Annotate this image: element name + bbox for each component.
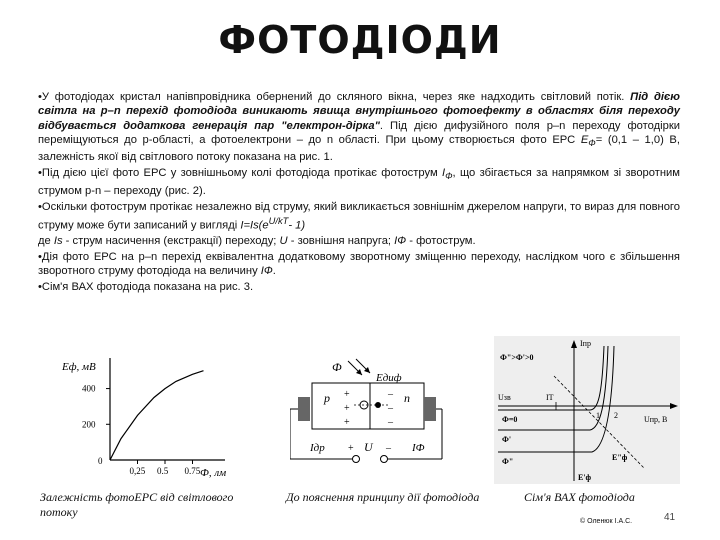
fig3-tick-1: 1: [596, 411, 600, 420]
p5-text: •Дія фото ЕРС на p–n перехід еквівалентна додатковому зворотному зміщенню переходу, наслідком чого є збільшення зворотного струму фотодіода на величину: [38, 251, 680, 278]
p3-formula-exp: U/kT: [268, 215, 289, 226]
iv-family-diagram: [494, 336, 694, 486]
p4-symbol-u: U: [279, 235, 288, 248]
photodiode-principle-diagram: [290, 355, 470, 475]
chart-x-tick-label: 0.5: [157, 466, 169, 476]
p1-text-2: . Під дією дифузійного поля p–n переходу фотодірки переміщуються до p-області, а фотоелектрони – до n області. При цьому створюється фото ЕРС: [38, 119, 680, 146]
p1-text: •У фотодіодах кристал напівпровідника обернений до скляного вікна, через яке надходить світловий потік.: [38, 91, 631, 103]
left-contact: [298, 397, 310, 421]
slide-title: ФОТОДІОДИ: [218, 18, 502, 62]
fig3-u-reverse-label: Uзв: [498, 393, 511, 402]
right-contact: [424, 397, 436, 421]
p4-text-2: - струм насичення (екстракції) переходу;: [62, 235, 280, 248]
terminal-plus-label: +: [348, 443, 354, 454]
fig3-ef1-label: E'ф: [578, 473, 592, 482]
plus-sign-2: +: [344, 403, 350, 414]
n-region-label: n: [404, 391, 410, 405]
minus-sign-2: –: [388, 403, 393, 414]
terminal-right: [381, 456, 388, 463]
paragraph-2: [38, 166, 680, 198]
figure-2-caption: До пояснення принципу дії фотодіода: [286, 490, 480, 504]
author-credit: © Оленюк І.А.С.: [580, 518, 633, 525]
paragraph-6: [38, 280, 680, 294]
paragraph-3: [38, 200, 680, 233]
fig3-curve-f1-label: Ф': [502, 435, 512, 444]
chart-y-tick-label: 400: [82, 383, 96, 394]
slide-body: [38, 90, 680, 296]
voltage-label: U: [364, 440, 373, 454]
fig3-curve-f2-label: Ф": [502, 457, 514, 466]
p2-symbol-sub: Ф: [445, 171, 453, 182]
p2-text: •Під дією цієї фото ЕРС у зовнішньому колі фотодіода протікає фотострум: [38, 167, 442, 180]
photo-emf-chart: [40, 350, 230, 480]
flux-label: Ф: [332, 360, 342, 374]
chart-series-line: [110, 371, 204, 460]
i-photo-label: IФ: [412, 442, 425, 454]
i-drift-label: Iдр: [310, 442, 325, 454]
p-region-label: p: [324, 391, 330, 405]
terminal-left: [353, 456, 360, 463]
p1-emphasis: Під дією світла на p–n перехід фотодіода виникають явища внутрішнього фотоефекту в областях біля переходу відбувається додаткова генерація пар "електрон-дірка": [38, 91, 680, 132]
p1-text-3: = (0,1 – 1,0) В, залежність якої від світлового потоку показана на рис. 1.: [38, 133, 680, 164]
p1-symbol-sub: Ф: [588, 138, 596, 149]
page-number: 41: [664, 512, 676, 523]
p3-formula-end: - 1): [288, 219, 306, 232]
p4-text: де: [38, 235, 54, 248]
fig3-i-dark-label: IТ: [546, 393, 554, 402]
fig3-x-axis-label: Uпр, В: [644, 415, 668, 424]
paragraph-1: [38, 90, 680, 165]
p3-text: •Оскільки фотострум протікає незалежно від струму, який викликається зовнішнім джерелом напруги, то вираз для повного струму може бути записаний у вигляді: [38, 200, 680, 232]
p3-formula: I=Is(e: [240, 219, 269, 232]
fig3-ef2-label: E"ф: [612, 453, 628, 462]
fig3-tick-2: 2: [614, 411, 618, 420]
chart-xlabel: Ф, лм: [200, 467, 227, 479]
p5-text-2: .: [272, 265, 276, 278]
p2-symbol: І: [441, 167, 446, 180]
chart-x-tick-label: 0.75: [184, 466, 201, 476]
terminal-minus-label: –: [386, 443, 391, 454]
paragraph-5: [38, 250, 680, 279]
p6-text: •Сім'я ВАХ фотодіода показана на рис. 3.: [38, 281, 254, 294]
p2-text-2: , що збігається за напрямком зі зворотним струмом p-n – переходу (рис. 2).: [38, 167, 680, 197]
p4-symbol-if: IФ: [394, 235, 407, 248]
paragraph-4: [38, 234, 680, 248]
fig3-y-axis-label: Iпр: [580, 339, 591, 348]
p4-text-4: - фотострум.: [406, 235, 476, 248]
p5-symbol: IФ: [260, 265, 273, 278]
p1-symbol: Е: [580, 133, 589, 146]
fig3-flux-relation: Ф">Ф'>0: [500, 353, 534, 362]
minus-sign-3: –: [388, 417, 393, 428]
minus-sign-1: –: [388, 389, 393, 400]
chart-x-tick-label: 0,25: [129, 466, 146, 476]
plus-sign-1: +: [344, 389, 350, 400]
chart-y-tick-label: 200: [82, 419, 96, 430]
chart-origin-label: 0: [98, 456, 103, 466]
chart-ylabel: Еф, мВ: [62, 361, 96, 373]
plus-sign-3: +: [344, 417, 350, 428]
figure-3-caption: Сім'я ВАХ фотодіода: [524, 490, 635, 504]
figure-1-caption: Залежність фотоЕРС від світлового потоку: [40, 490, 234, 519]
p4-text-3: - зовнішня напруга;: [287, 235, 395, 248]
p4-symbol-is: Is: [53, 235, 63, 248]
field-label: Eдиф: [376, 372, 402, 384]
fig3-curve-f0-label: Ф=0: [502, 415, 518, 424]
